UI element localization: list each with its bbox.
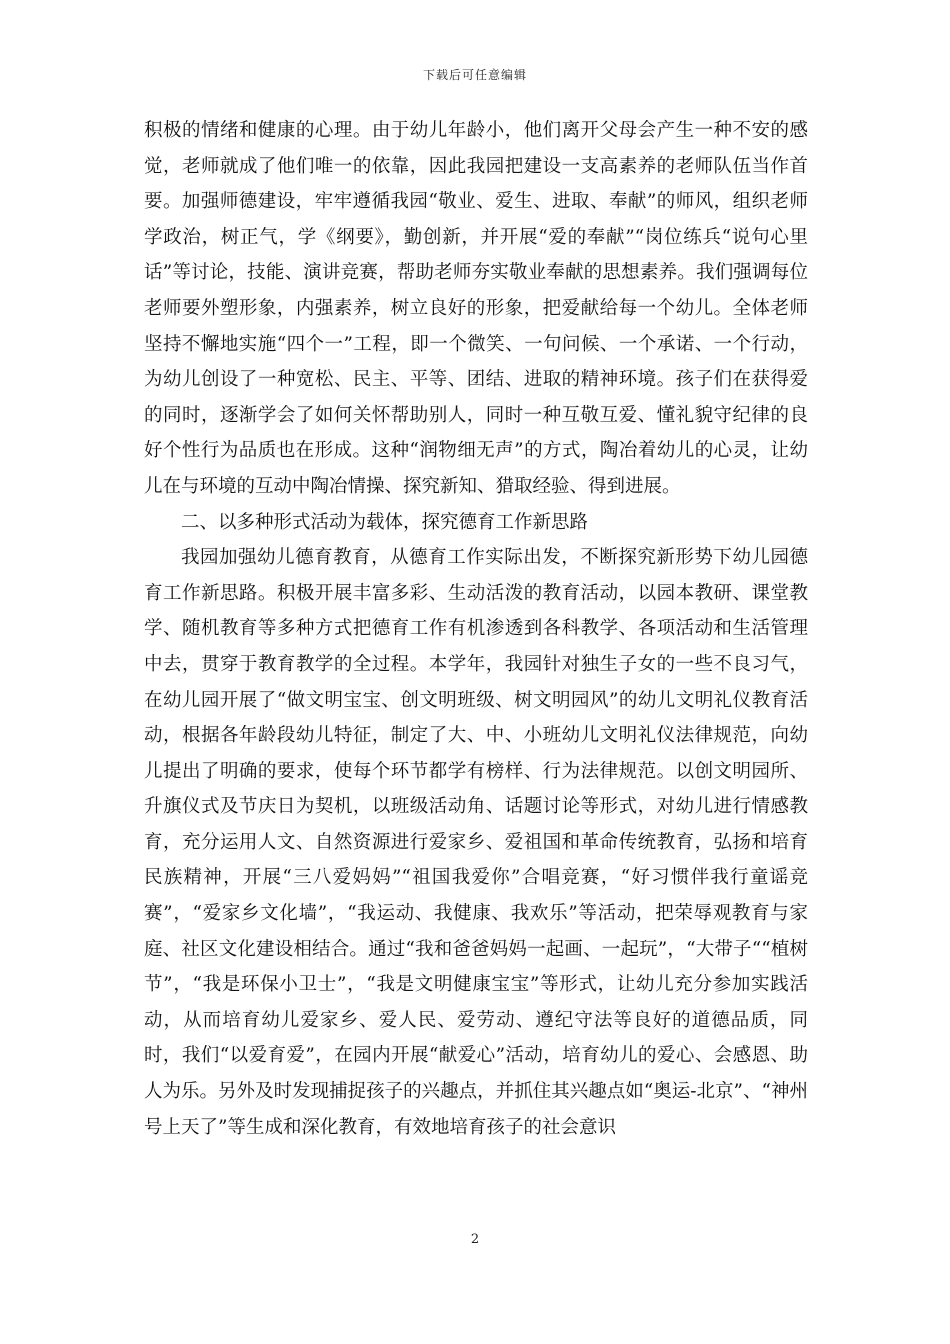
document-body	[144, 113, 808, 1145]
paragraph-continuation: 积极的情绪和健康的心理。由于幼儿年龄小，他们离开父母会产生一种不安的感觉，老师就成了他们唯一的依靠，因此我园把建设一支高素养的老师队伍当作首要。加强师德建设，牢牢遵循我园“敬业、爱生、进取、奉献”的师风，组织老师学政治，树正气，学《纲要》，勤创新，并开展“爱的奉献”“岗位练兵“说句心里话”等讨论，技能、演讲竞赛，帮助老师夯实敬业奉献的思想素养。我们强调每位老师要外塑形象，内强素养，树立良好的形象，把爱献给每一个幼儿。全体老师坚持不懈地实施“四个一”工程，即一个微笑、一句问候、一个承诺、一个行动，为幼儿创设了一种宽松、民主、平等、团结、进取的精神环境。孩子们在获得爱的同时，逐渐学会了如何关怀帮助别人，同时一种互敬互爱、懂礼貌守纪律的良好个性行为品质也在形成。这种“润物细无声”的方式，陶冶着幼儿的心灵，让幼儿在与环境的互动中陶冶情操、探究新知、猎取经验、得到进展。	[144, 120, 808, 497]
section-heading: 二、以多种形式活动为载体，探究德育工作新思路	[181, 511, 589, 533]
paragraph-body: 我园加强幼儿德育教育，从德育工作实际出发，不断探究新形势下幼儿园德育工作新思路。积极开展丰富多彩、生动活泼的教育活动，以园本教研、课堂教学、随机教育等多种方式把德育工作有机渗透到各科教学、各项活动和生活管理中去，贯穿于教育教学的全过程。本学年，我园针对独生子女的一些不良习气，在幼儿园开展了“做文明宝宝、创文明班级、树文明园风”的幼儿文明礼仪教育活动，根据各年龄段幼儿特征，制定了大、中、小班幼儿文明礼仪法律规范，向幼儿提出了明确的要求，使每个环节都学有榜样、行为法律规范。以创文明园所、升旗仪式及节庆日为契机，以班级活动角、话题讨论等形式，对幼儿进行情感教育，充分运用人文、自然资源进行爱家乡、爱祖国和革命传统教育，弘扬和培育民族精神，开展“三八爱妈妈”“祖国我爱你”合唱竞赛，“好习惯伴我行童谣竞赛”，“爱家乡文化墙”，“我运动、我健康、我欢乐”等活动，把荣辱观教育与家庭、社区文化建设相结合。通过“我和爸爸妈妈一起画、一起玩”，“大带子““植树节”，“我是环保小卫士”，“我是文明健康宝宝”等形式，让幼儿充分参加实践活动，从而培育幼儿爱家乡、爱人民、爱劳动、遵纪守法等良好的道德品质，同时，我们“以爱育爱”，在园内开展“献爱心”活动，培育幼儿的爱心、会感恩、助人为乐。另外及时发现捕捉孩子的兴趣点，并抓住其兴趣点如“奥运-北京”、“神州号上天了”等生成和深化教育，有效地培育孩子的社会意识	[144, 547, 808, 1138]
page-number: 2	[470, 1232, 480, 1247]
page-header: 下载后可任意编辑	[422, 68, 527, 82]
